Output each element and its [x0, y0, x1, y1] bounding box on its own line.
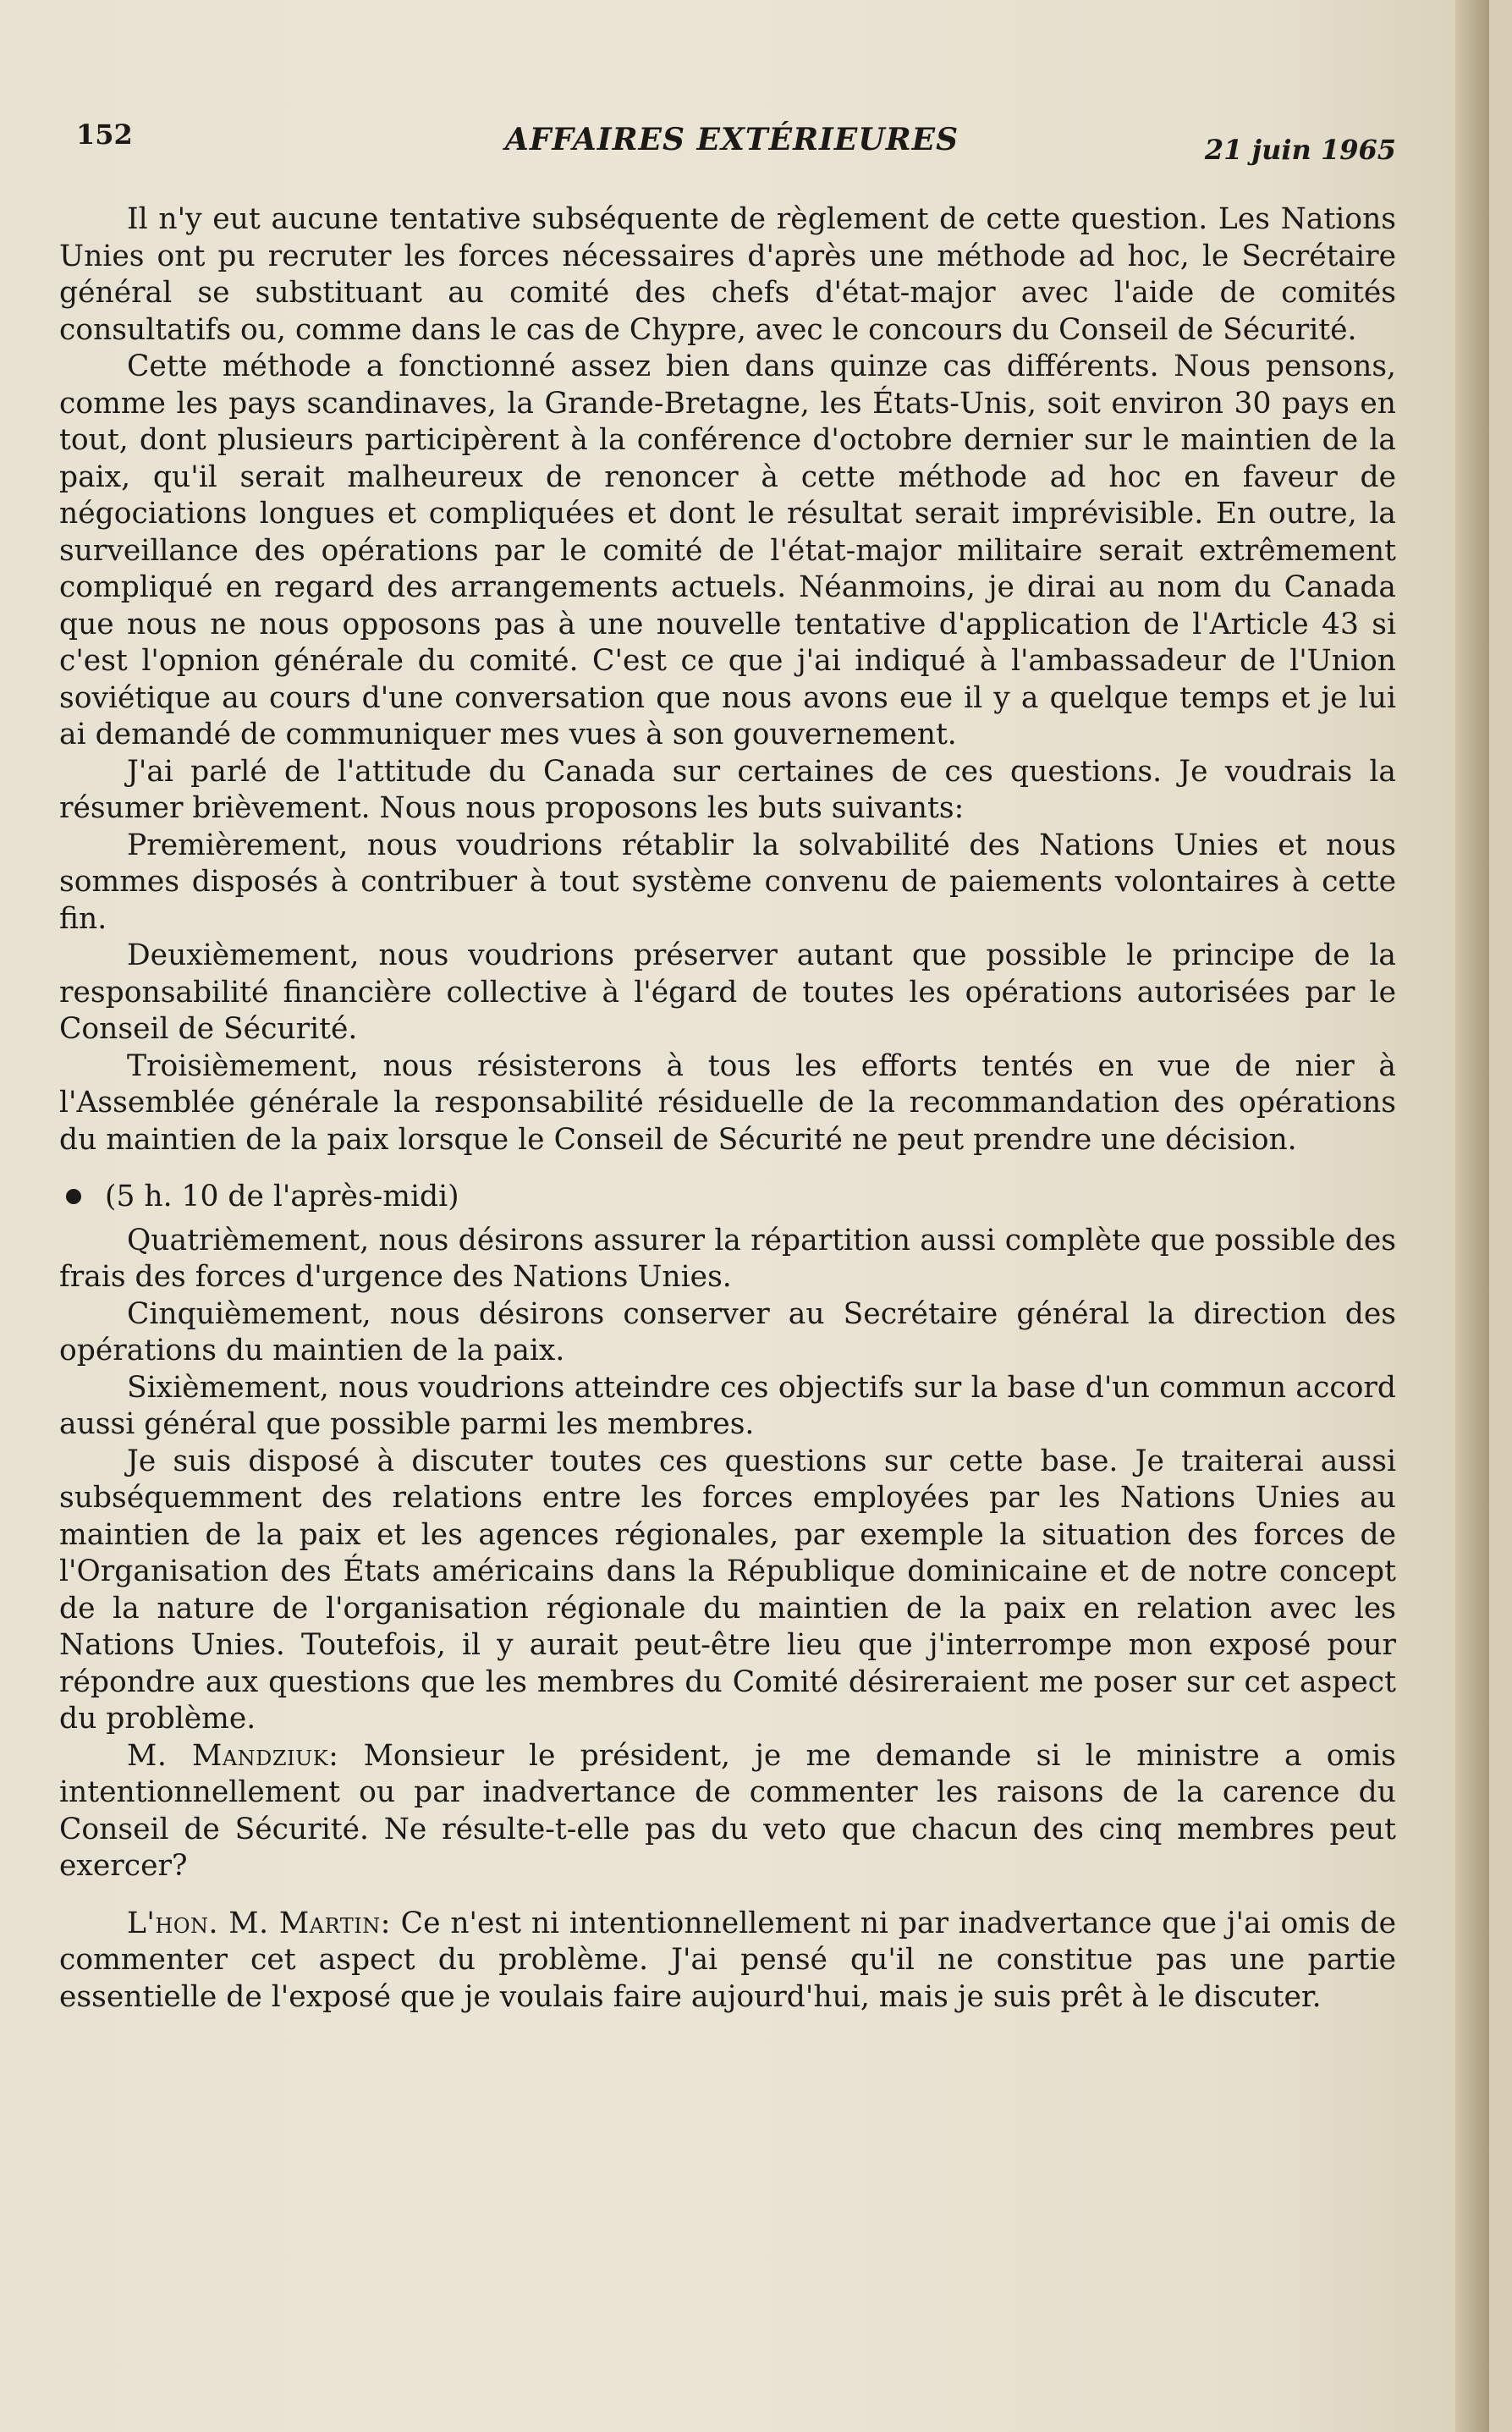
paragraph-7: Quatrièmement, nous désirons assurer la répartition aussi complète que possible des frais des forces d'urgence des Nations Unies.: [59, 1223, 1396, 1294]
page-edge: [1455, 0, 1489, 2432]
paragraph-10: Je suis disposé à discuter toutes ces questions sur cette base. Je traiterai aussi subséquemment des relations entre les forces employées par les Nations Unies au maintien de la paix et les agences régionales, par exemple la situation des forces de l'Organisation des États américains dans la République dominicaine et de notre concept de la nature de l'organisation régionale du maintien de la paix en relation avec les Nations Unies. Toutefois, il y aurait peut-être lieu que j'interrompe mon exposé pour répondre aux questions que les membres du Comité désireraient me poser sur cet aspect du problème.: [59, 1444, 1396, 1736]
speaker-name: L'hon. M. Martin:: [127, 1906, 391, 1940]
page-number: 152: [76, 118, 133, 151]
speech-text: Monsieur le président, je me demande si le ministre a omis intentionnellement ou par inadvertance de commenter les raisons de la carence du Conseil de Sécurité. Ne résulte-t-elle pas du veto que chacun des cinq membres peut exercer?: [59, 1738, 1396, 1883]
page-header: [68, 118, 1396, 169]
header-date: 21 juin 1965: [1204, 134, 1396, 166]
speech-text: Ce n'est ni intentionnellement ni par inadvertance que j'ai omis de commenter cet aspect du problème. J'ai pensé qu'il ne constitue pas une partie essentielle de l'exposé que je voulais faire aujourd'hui, mais je suis prêt à le discuter.: [59, 1906, 1397, 2014]
paragraph-12: [59, 1906, 1396, 2017]
paragraph-2: Cette méthode a fonctionné assez bien dans quinze cas différents. Nous pensons, comme les pays scandinaves, la Grande-Bretagne, les États-Unis, soit environ 30 pays en tout, dont plusieurs participèrent à la conférence d'octobre dernier sur le maintien de la paix, qu'il serait malheureux de renoncer à cette méthode ad hoc en faveur de négociations longues et compliquées et dont le résultat serait imprévisible. En outre, la surveillance des opérations par le comité de l'état-major militaire serait extrêmement compliqué en regard des arrangements actuels. Néanmoins, je dirai au nom du Canada que nous ne nous opposons pas à une nouvelle tentative d'application de l'Article 43 si c'est l'opnion générale du comité. C'est ce que j'ai indiqué à l'ambassadeur de l'Union soviétique au cours d'une conversation que nous avons eue il y a quelque temps et je lui ai demandé de communiquer mes vues à son gouvernement.: [59, 349, 1396, 751]
paragraph-8: Cinquièmement, nous désirons conserver au Secrétaire général la direction des opérations du maintien de la paix.: [59, 1296, 1396, 1367]
bullet-icon: [66, 1189, 81, 1204]
paragraph-3: J'ai parlé de l'attitude du Canada sur certaines de ces questions. Je voudrais la résumer brièvement. Nous nous proposons les buts suivants:: [59, 754, 1396, 825]
time-marker: [59, 1179, 1396, 1216]
paragraph-11: [59, 1738, 1396, 1885]
paragraph-9: Sixièmement, nous voudrions atteindre ces objectifs sur la base d'un commun accord aussi général que possible parmi les membres.: [59, 1370, 1396, 1441]
paragraph-5: Deuxièmement, nous voudrions préserver autant que possible le principe de la responsabilité financière collective à l'égard de toutes les opérations autorisées par le Conseil de Sécurité.: [59, 938, 1396, 1046]
time-marker-text: (5 h. 10 de l'après-midi): [105, 1180, 459, 1213]
paragraph-4: Premièrement, nous voudrions rétablir la solvabilité des Nations Unies et nous sommes disposés à contribuer à tout système convenu de paiements volontaires à cette fin.: [59, 828, 1396, 936]
running-title: AFFAIRES EXTÉRIEURES: [504, 122, 959, 157]
paragraph-1: Il n'y eut aucune tentative subséquente de règlement de cette question. Les Nations Unies ont pu recruter les forces nécessaires d'après une méthode ad hoc, le Secrétaire général se substituant au comité des chefs d'état-major avec l'aide de comités consultatifs ou, comme dans le cas de Chypre, avec le concours du Conseil de Sécurité.: [59, 202, 1396, 347]
body-text: [59, 201, 1396, 2016]
paragraph-6: Troisièmement, nous résisterons à tous les efforts tentés en vue de nier à l'Assemblée générale la responsabilité résiduelle de la recommandation des opérations du maintien de la paix lorsque le Conseil de Sécurité ne peut prendre une décision.: [59, 1048, 1396, 1157]
speaker-name: M. Mandziuk:: [127, 1738, 339, 1773]
